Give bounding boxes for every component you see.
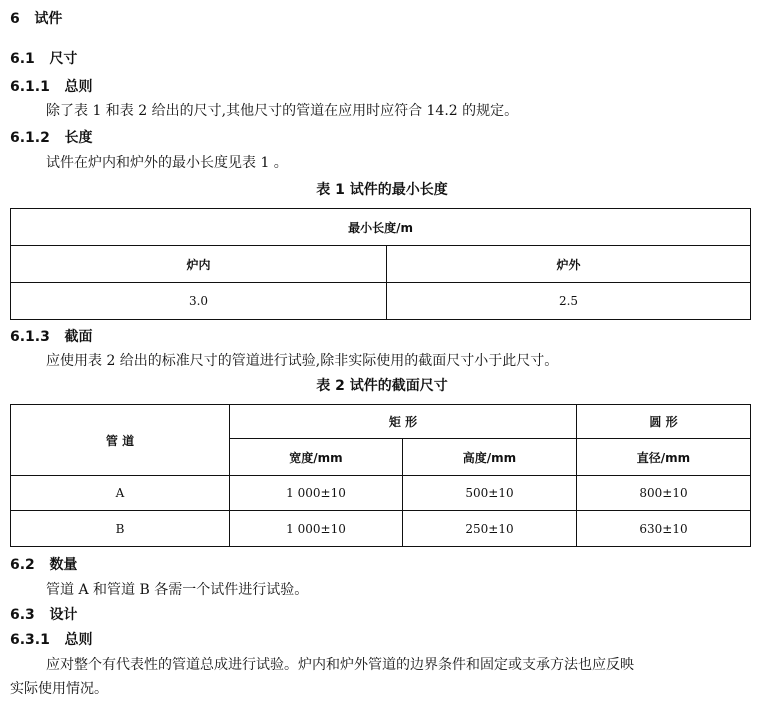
paragraph: 应使用表 2 给出的标准尺寸的管道进行试验,除非实际使用的截面尺寸小于此尺寸。 xyxy=(46,353,559,369)
cell-width: 1 000±10 xyxy=(230,511,403,547)
column-header-duct: 管 道 xyxy=(11,405,230,476)
subsection-number: 6.1 xyxy=(10,51,35,67)
paragraph: 除了表 1 和表 2 给出的尺寸,其他尺寸的管道在应用时应符合 14.2 的规定。 xyxy=(46,103,519,119)
clause-title: 总则 xyxy=(64,79,93,95)
cell-height: 250±10 xyxy=(403,511,577,547)
clause-title: 长度 xyxy=(64,130,93,146)
column-header-circular: 圆 形 xyxy=(577,405,751,439)
column-header-height: 高度/mm xyxy=(403,439,577,476)
cell-diameter: 630±10 xyxy=(577,511,751,547)
clause-number: 6.1.3 xyxy=(10,329,50,345)
cell-diameter: 800±10 xyxy=(577,476,751,511)
paragraph: 管道 A 和管道 B 各需一个试件进行试验。 xyxy=(46,582,309,598)
column-header-outside: 炉外 xyxy=(387,246,751,283)
clause-number: 6.1.1 xyxy=(10,79,50,95)
subsection-heading xyxy=(10,50,77,68)
table-header: 最小长度/m xyxy=(11,209,751,246)
clause-title: 总则 xyxy=(64,632,93,648)
section-heading xyxy=(10,10,62,28)
clause-title: 截面 xyxy=(64,329,93,345)
cell-height: 500±10 xyxy=(403,476,577,511)
subsection-title: 尺寸 xyxy=(49,51,78,67)
clause-heading xyxy=(10,328,93,346)
clause-heading xyxy=(10,78,93,96)
table-caption: 表 2 试件的截面尺寸 xyxy=(316,378,448,394)
subsection-heading xyxy=(10,556,77,574)
column-header-diameter: 直径/mm xyxy=(577,439,751,476)
paragraph: 应对整个有代表性的管道总成进行试验。炉内和炉外管道的边界条件和固定或支承方法也应反映 xyxy=(46,657,634,673)
table-caption: 表 1 试件的最小长度 xyxy=(316,182,448,198)
cell-duct: B xyxy=(11,511,230,547)
clause-number: 6.1.2 xyxy=(10,130,50,146)
clause-heading xyxy=(10,631,93,649)
section-title: 试件 xyxy=(34,11,63,27)
subsection-title: 数量 xyxy=(49,557,78,573)
clause-heading xyxy=(10,129,93,147)
column-header-width: 宽度/mm xyxy=(230,439,403,476)
column-header-rectangular: 矩 形 xyxy=(230,405,577,439)
table-row xyxy=(11,476,751,511)
cell-inside-value: 3.0 xyxy=(11,283,387,320)
paragraph-continuation: 实际使用情况。 xyxy=(10,681,108,697)
subsection-title: 设计 xyxy=(49,607,78,623)
paragraph: 试件在炉内和炉外的最小长度见表 1 。 xyxy=(46,155,288,171)
cell-width: 1 000±10 xyxy=(230,476,403,511)
column-header-inside: 炉内 xyxy=(11,246,387,283)
cell-duct: A xyxy=(11,476,230,511)
table-row xyxy=(11,511,751,547)
subsection-number: 6.3 xyxy=(10,607,35,623)
clause-number: 6.3.1 xyxy=(10,632,50,648)
table-cross-section xyxy=(10,404,751,547)
section-number: 6 xyxy=(10,11,20,27)
subsection-number: 6.2 xyxy=(10,557,35,573)
cell-outside-value: 2.5 xyxy=(387,283,751,320)
subsection-heading xyxy=(10,606,77,624)
table-min-length xyxy=(10,208,751,320)
